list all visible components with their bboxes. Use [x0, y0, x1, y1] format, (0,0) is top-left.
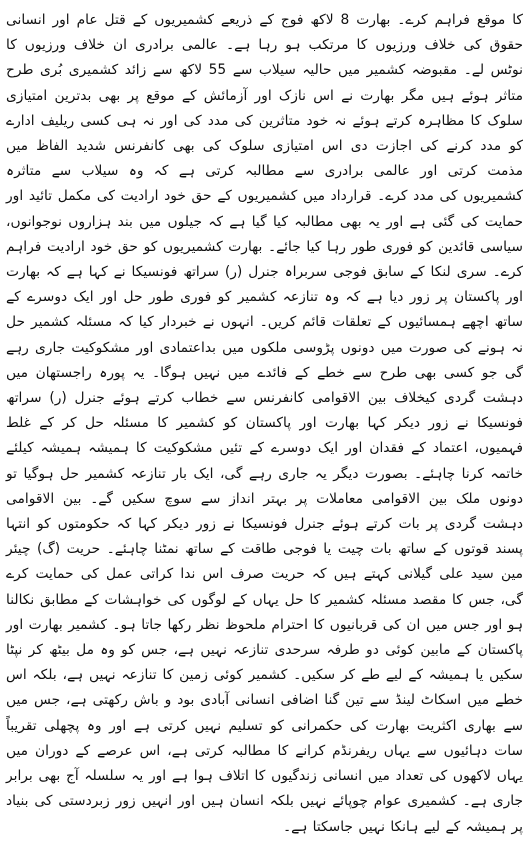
article-body-text: کا موقع فراہم کرے۔ بھارت 8 لاکھ فوج کے ذریعے کشمیریوں کے قتل عام اور انسانی حقوق کی خلاف ورزیوں کا مرتکب ہو رہا ہے۔ عالمی برادری ان خلاف ورزیوں کا نوٹس لے۔ مقبوضہ کشمیر میں حالیہ سیلاب سے 55 لاکھ سے زائد کشمیری بُری طرح متاثر ہوئے ہیں مگر بھارت نے اس نازک اور آزمائش کے موقع پر بھی بدترین امتیازی سلوک کا مظاہرہ کرتے ہوئے نہ خود متاثرین کی مدد کی اور نہ ہی کسی ریلیف ادارے کو مدد کرنے کی اجازت دی اس امتیازی سلوک کی بھی کانفرنس شدید الفاظ میں مذمت کرتی اور عالمی برادری سے مطالبہ کرتی ہے کہ وہ سیلاب سے متاثرہ کشمیریوں کی مدد کرے۔ قرارداد میں کشمیریوں کے حق خود ارادیت کی مکمل تائید اور حمایت کی گئی ہے اور یہ بھی مطالبہ کیا گیا ہے کہ جیلوں میں بند ہزاروں نوجوانوں، سیاسی قائدین کو فوری طور رہا کیا جائے۔ بھارت کشمیریوں کو حق خود ارادیت فراہم کرے۔ سری لنکا کے سابق فوجی سربراہ جنرل (ر) سراتھ فونسیکا نے کہا ہے کہ بھارت اور پاکستان پر زور دیا ہے کہ وہ تنازعہ کشمیر کو فوری طور حل اور ایک دوسرے کے ساتھ اچھے ہمسائیوں کے تعلقات قائم کریں۔ انہوں نے خبردار کیا کہ مسئلہ کشمیر حل نہ ہونے کی صورت میں دونوں پڑوسی ملکوں میں بداعتمادی اور مشکوکیت جاری رہے گی جو کسی بھی طرح سے خطے کے فائدے میں نہیں ہوگا۔ یہ پورہ راجستھان میں دہشت گردی کیخلاف بین الاقوامی کانفرنس سے خطاب کرتے ہوئے جنرل (ر) سراتھ فونسیکا نے زور دیکر کہا بھارت اور پاکستان کو کشمیر کا مسئلہ حل کر کے غلط فہمیوں، اعتماد کے فقدان اور ایک دوسرے کے تئیں مشکوکیت کا ہمیشہ ہمیشہ کیلئے خاتمہ کرنا چاہئے۔ بصورت دیگر یہ جاری رہے گی، ایک بار تنازعہ کشمیر حل ہوگیا تو دونوں ملک بین الاقوامی معاملات پر بہتر انداز سے سوچ سکیں گے۔ بین الاقوامی دہشت گردی پر بات کرتے ہوئے جنرل فونسیکا نے زور دیکر کہا کہ حکومتوں کو انتہا پسند قوتوں کے ساتھ بات چیت یا فوجی طاقت کے ساتھ نمٹنا چاہئے۔ حریت (گ) چیئر مین سید علی گیلانی کہتے ہیں کہ حریت صرف اس ندا کراتی عمل کی حمایت کرے گی، جس کا مقصد مسئلہ کشمیر کا حل یہاں کے لوگوں کی خواہشات کے مطابق نکالنا ہو اور جس میں ان کی قربانیوں کا احترام ملحوظ نظر رکھا جاتا ہو۔ کشمیر بھارت اور پاکستان کے مابین کوئی دو طرفہ سرحدی تنازعہ نہیں ہے، جس کو وہ مل بیٹھ کر نپٹا سکیں یا ہمیشہ کے لیے طے کر سکیں۔ کشمیر کوئی زمین کا تنازعہ نہیں ہے، بلکہ اس خطے میں اسکاٹ لینڈ سے تین گنا اضافی انسانی آبادی بود و باش رکھتی ہے، جس میں سے بھاری اکثریت بھارت کی حکمرانی کو تسلیم نہیں کرتی ہے اور وہ پچھلی تقریباً سات دہائیوں سے یہاں ریفرنڈم کرانے کا مطالبہ کرتی ہے، اس عرصے کے دوران میں یہاں لاکھوں کی تعداد میں انسانی زندگیوں کا اتلاف ہوا ہے اور یہ سلسلہ آج بھی برابر جاری ہے۔ کشمیری عوام چوپائے نہیں بلکہ انسان ہیں اور انہیں زور زبردستی کی بنیاد پر ہمیشہ کے لیے ہانکا نہیں جاسکتا ہے۔: [6, 12, 523, 835]
